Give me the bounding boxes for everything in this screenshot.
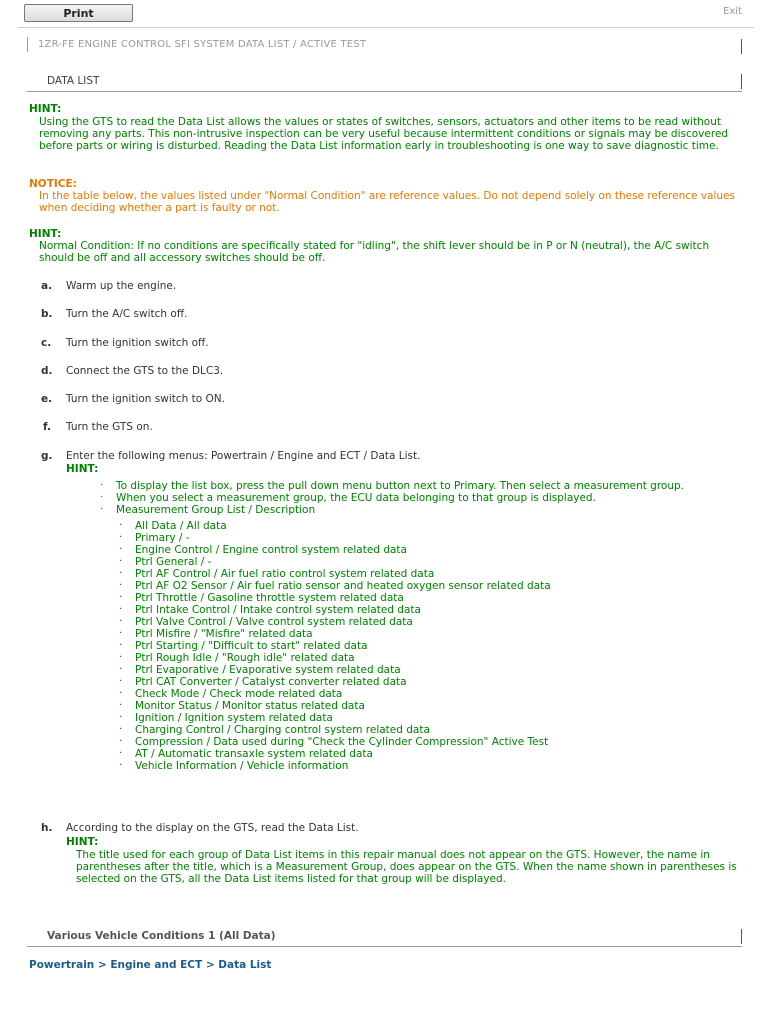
step-text-a: Warm up the engine. [66, 280, 177, 292]
group-list-item: Ptrl Misfire / "Misfire" related data [135, 628, 313, 640]
bullet-dot: · [119, 676, 123, 687]
hint-text-normal-condition: Normal Condition: If no conditions are specifically stated for "idling", the shift lever should be in P or N (neutral), the A/C switch should be off and all accessory switches should be off. [39, 240, 710, 264]
step-letter-f: f. [43, 421, 51, 433]
group-list-item: Ptrl Starting / "Difficult to start" related data [135, 640, 368, 652]
step-g-bullet: When you select a measurement group, the ECU data belonging to that group is displayed. [116, 492, 596, 504]
step-g-bullet: To display the list box, press the pull down menu button next to Primary. Then select a measurement group. [116, 480, 685, 492]
group-list-item: Ptrl AF Control / Air fuel ratio control system related data [135, 568, 435, 580]
conditions-title: Various Vehicle Conditions 1 (All Data) [47, 930, 276, 942]
bullet-dot: · [119, 544, 123, 555]
group-list-item: Vehicle Information / Vehicle information [135, 760, 349, 772]
group-list-item: All Data / All data [135, 520, 227, 532]
step-letter-h: h. [41, 822, 53, 834]
group-list-item: Ignition / Ignition system related data [135, 712, 333, 724]
bullet-dot: · [100, 480, 104, 491]
group-list-item: Monitor Status / Monitor status related data [135, 700, 365, 712]
notice-label: NOTICE: [29, 178, 77, 190]
bullet-dot: · [100, 504, 104, 515]
bullet-dot: · [119, 604, 123, 615]
step-text-e: Turn the ignition switch to ON. [66, 393, 225, 405]
notice-text: In the table below, the values listed under "Normal Condition" are reference values. Do not depend solely on these reference values when deciding whether a part is faulty or not. [39, 190, 735, 214]
section-right-border [741, 929, 742, 944]
step-text-g: Enter the following menus: Powertrain / Engine and ECT / Data List. [66, 450, 421, 462]
bullet-dot: · [119, 664, 123, 675]
group-list-item: Charging Control / Charging control system related data [135, 724, 430, 736]
hint-text-gts-intro: Using the GTS to read the Data List allows the values or states of switches, sensors, actuators and other items to be read without removing any parts. This non-intrusive inspection can be very useful because intermittent conditions or signals may be discovered before parts or wiring is disturbed. Reading the Data List information early in troubleshooting is one way to save diagnostic time. [39, 116, 729, 152]
bullet-dot: · [119, 712, 123, 723]
bullet-dot: · [119, 628, 123, 639]
group-list-item: Ptrl CAT Converter / Catalyst converter related data [135, 676, 407, 688]
step-letter-b: b. [41, 308, 53, 320]
document-title-bar [27, 37, 742, 54]
bullet-dot: · [119, 520, 123, 531]
section-underline [27, 946, 742, 947]
hint-label: HINT: [29, 228, 62, 240]
step-text-c: Turn the ignition switch off. [66, 337, 209, 349]
bullet-dot: · [119, 688, 123, 699]
toolbar-divider [18, 27, 754, 28]
print-button[interactable]: Print [24, 4, 133, 22]
bullet-dot: · [119, 652, 123, 663]
step-letter-e: e. [41, 393, 53, 405]
group-list-item: Ptrl Evaporative / Evaporative system related data [135, 664, 401, 676]
section-header-data-list [27, 74, 742, 92]
group-list-item: Ptrl General / - [135, 556, 212, 568]
step-text-b: Turn the A/C switch off. [66, 308, 188, 320]
step-g-bullet: Measurement Group List / Description [116, 504, 316, 516]
group-list-item: Ptrl Rough Idle / "Rough idle" related data [135, 652, 355, 664]
bullet-dot: · [119, 568, 123, 579]
section-header-vehicle-conditions[interactable] [27, 929, 742, 947]
title-right-border [741, 39, 742, 54]
step-text-h: According to the display on the GTS, read the Data List. [66, 822, 359, 834]
section-title: DATA LIST [47, 75, 100, 87]
group-list-item: Compression / Data used during "Check the Cylinder Compression" Active Test [135, 736, 549, 748]
bullet-dot: · [119, 736, 123, 747]
bullet-dot: · [119, 616, 123, 627]
document-title: 1ZR-FE ENGINE CONTROL SFI SYSTEM DATA LIST / ACTIVE TEST [38, 39, 367, 50]
bullet-dot: · [119, 556, 123, 567]
bullet-dot: · [119, 760, 123, 771]
section-underline [27, 91, 742, 92]
group-list-item: Engine Control / Engine control system related data [135, 544, 407, 556]
group-list-item: Ptrl Valve Control / Valve control system related data [135, 616, 413, 628]
hint-label: HINT: [29, 103, 62, 115]
step-text-f: Turn the GTS on. [66, 421, 153, 433]
step-text-d: Connect the GTS to the DLC3. [66, 365, 224, 377]
menu-breadcrumb: Powertrain > Engine and ECT > Data List [29, 959, 272, 971]
group-list-item: Ptrl AF O2 Sensor / Air fuel ratio sensor and heated oxygen sensor related data [135, 580, 551, 592]
bullet-dot: · [119, 580, 123, 591]
group-list-item: Ptrl Throttle / Gasoline throttle system related data [135, 592, 404, 604]
group-list-item: Check Mode / Check mode related data [135, 688, 343, 700]
bullet-dot: · [119, 532, 123, 543]
step-h-hint-text: The title used for each group of Data List items in this repair manual does not appear on the GTS. However, the name in parentheses after the title, which is a Measurement Group, does appear on the GTS. When the name shown in parentheses is selected on the GTS, all the Data List items listed for that group will be displayed. [76, 849, 737, 885]
section-right-border [741, 74, 742, 89]
step-h-hint-label: HINT: [66, 836, 99, 848]
bullet-dot: · [119, 592, 123, 603]
step-letter-a: a. [41, 280, 53, 292]
bullet-dot: · [119, 640, 123, 651]
bullet-dot: · [119, 748, 123, 759]
title-left-border [27, 37, 28, 52]
exit-link[interactable]: Exit [723, 6, 742, 17]
bullet-dot: · [119, 700, 123, 711]
bullet-dot: · [100, 492, 104, 503]
group-list-item: Primary / - [135, 532, 190, 544]
step-g-hint-label: HINT: [66, 463, 99, 475]
step-letter-d: d. [41, 365, 53, 377]
bullet-dot: · [119, 724, 123, 735]
group-list-item: AT / Automatic transaxle system related data [135, 748, 373, 760]
step-letter-g: g. [41, 450, 53, 462]
step-letter-c: c. [41, 337, 52, 349]
group-list-item: Ptrl Intake Control / Intake control system related data [135, 604, 421, 616]
